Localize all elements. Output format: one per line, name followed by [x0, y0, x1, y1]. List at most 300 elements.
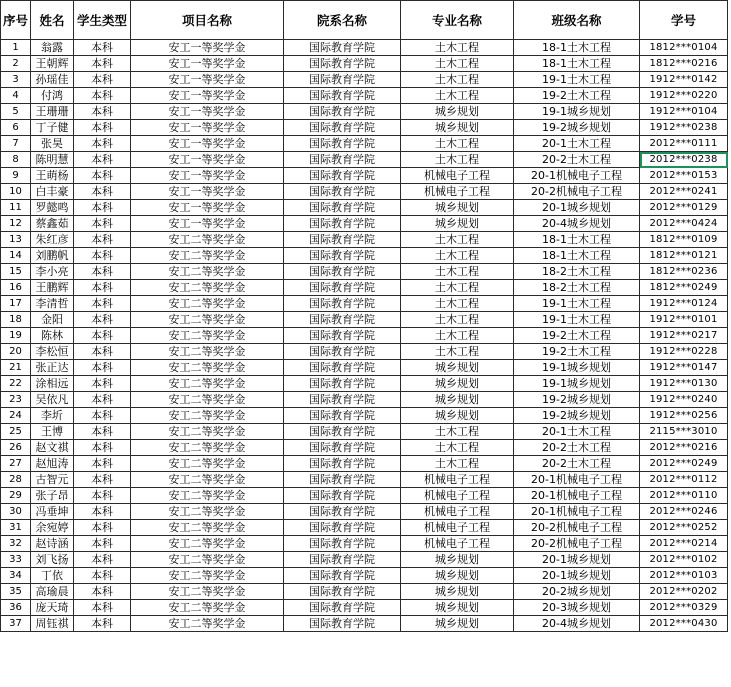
cell-student-id[interactable]: 1912***0147 — [640, 360, 728, 376]
cell-class[interactable]: 20-2土木工程 — [514, 152, 640, 168]
cell-department[interactable]: 国际教育学院 — [284, 472, 401, 488]
cell-student-type[interactable]: 本科 — [74, 56, 131, 72]
cell-student-type[interactable]: 本科 — [74, 120, 131, 136]
cell-student-id[interactable]: 2012***0430 — [640, 616, 728, 632]
cell-project-name[interactable]: 安工一等奖学金 — [131, 88, 284, 104]
cell-project-name[interactable]: 安工二等奖学金 — [131, 248, 284, 264]
cell-name[interactable]: 丁依 — [31, 568, 74, 584]
cell-class[interactable]: 19-2城乡规划 — [514, 392, 640, 408]
cell-index[interactable]: 25 — [1, 424, 31, 440]
cell-class[interactable]: 20-1机械电子工程 — [514, 472, 640, 488]
cell-student-id[interactable]: 1912***0217 — [640, 328, 728, 344]
cell-project-name[interactable]: 安工二等奖学金 — [131, 568, 284, 584]
cell-student-type[interactable]: 本科 — [74, 536, 131, 552]
cell-project-name[interactable]: 安工二等奖学金 — [131, 584, 284, 600]
cell-student-type[interactable]: 本科 — [74, 472, 131, 488]
cell-department[interactable]: 国际教育学院 — [284, 136, 401, 152]
cell-student-type[interactable]: 本科 — [74, 312, 131, 328]
cell-student-type[interactable]: 本科 — [74, 360, 131, 376]
cell-department[interactable]: 国际教育学院 — [284, 280, 401, 296]
cell-major[interactable]: 土木工程 — [401, 264, 514, 280]
cell-name[interactable]: 赵诗涵 — [31, 536, 74, 552]
cell-major[interactable]: 机械电子工程 — [401, 520, 514, 536]
cell-project-name[interactable]: 安工一等奖学金 — [131, 104, 284, 120]
cell-student-id[interactable]: 2012***0216 — [640, 440, 728, 456]
cell-student-type[interactable]: 本科 — [74, 552, 131, 568]
cell-student-type[interactable]: 本科 — [74, 424, 131, 440]
cell-department[interactable]: 国际教育学院 — [284, 216, 401, 232]
cell-student-type[interactable]: 本科 — [74, 264, 131, 280]
cell-name[interactable]: 翁露 — [31, 40, 74, 56]
cell-index[interactable]: 5 — [1, 104, 31, 120]
header-major[interactable]: 专业名称 — [401, 1, 514, 40]
cell-index[interactable]: 4 — [1, 88, 31, 104]
cell-major[interactable]: 土木工程 — [401, 344, 514, 360]
cell-project-name[interactable]: 安工二等奖学金 — [131, 520, 284, 536]
cell-name[interactable]: 蔡鑫茹 — [31, 216, 74, 232]
cell-project-name[interactable]: 安工二等奖学金 — [131, 472, 284, 488]
cell-project-name[interactable]: 安工二等奖学金 — [131, 392, 284, 408]
cell-department[interactable]: 国际教育学院 — [284, 568, 401, 584]
cell-name[interactable]: 付鸿 — [31, 88, 74, 104]
cell-index[interactable]: 13 — [1, 232, 31, 248]
cell-name[interactable]: 古智元 — [31, 472, 74, 488]
cell-project-name[interactable]: 安工二等奖学金 — [131, 536, 284, 552]
cell-student-id[interactable]: 1812***0249 — [640, 280, 728, 296]
cell-major[interactable]: 城乡规划 — [401, 552, 514, 568]
cell-major[interactable]: 城乡规划 — [401, 104, 514, 120]
cell-student-type[interactable]: 本科 — [74, 328, 131, 344]
cell-class[interactable]: 19-1土木工程 — [514, 296, 640, 312]
cell-major[interactable]: 土木工程 — [401, 152, 514, 168]
cell-project-name[interactable]: 安工二等奖学金 — [131, 264, 284, 280]
cell-major[interactable]: 城乡规划 — [401, 200, 514, 216]
cell-class[interactable]: 18-1土木工程 — [514, 40, 640, 56]
cell-index[interactable]: 15 — [1, 264, 31, 280]
cell-department[interactable]: 国际教育学院 — [284, 408, 401, 424]
cell-major[interactable]: 城乡规划 — [401, 216, 514, 232]
cell-student-id[interactable]: 2012***0129 — [640, 200, 728, 216]
cell-major[interactable]: 城乡规划 — [401, 376, 514, 392]
cell-student-id[interactable]: 2012***0246 — [640, 504, 728, 520]
cell-student-type[interactable]: 本科 — [74, 456, 131, 472]
cell-student-type[interactable]: 本科 — [74, 200, 131, 216]
cell-class[interactable]: 20-1机械电子工程 — [514, 488, 640, 504]
cell-index[interactable]: 24 — [1, 408, 31, 424]
cell-project-name[interactable]: 安工二等奖学金 — [131, 280, 284, 296]
cell-class[interactable]: 18-1土木工程 — [514, 232, 640, 248]
cell-name[interactable]: 李小亮 — [31, 264, 74, 280]
cell-student-type[interactable]: 本科 — [74, 104, 131, 120]
cell-index[interactable]: 37 — [1, 616, 31, 632]
cell-name[interactable]: 金阳 — [31, 312, 74, 328]
cell-class[interactable]: 20-1机械电子工程 — [514, 168, 640, 184]
cell-major[interactable]: 城乡规划 — [401, 360, 514, 376]
cell-index[interactable]: 22 — [1, 376, 31, 392]
cell-student-type[interactable]: 本科 — [74, 248, 131, 264]
cell-student-id[interactable]: 2012***0110 — [640, 488, 728, 504]
cell-index[interactable]: 27 — [1, 456, 31, 472]
cell-index[interactable]: 33 — [1, 552, 31, 568]
cell-department[interactable]: 国际教育学院 — [284, 56, 401, 72]
cell-project-name[interactable]: 安工二等奖学金 — [131, 232, 284, 248]
cell-index[interactable]: 1 — [1, 40, 31, 56]
cell-project-name[interactable]: 安工二等奖学金 — [131, 600, 284, 616]
cell-project-name[interactable]: 安工二等奖学金 — [131, 552, 284, 568]
cell-major[interactable]: 土木工程 — [401, 312, 514, 328]
cell-class[interactable]: 18-2土木工程 — [514, 280, 640, 296]
cell-student-type[interactable]: 本科 — [74, 584, 131, 600]
cell-index[interactable]: 7 — [1, 136, 31, 152]
cell-student-id[interactable]: 1912***0220 — [640, 88, 728, 104]
cell-project-name[interactable]: 安工二等奖学金 — [131, 360, 284, 376]
cell-major[interactable]: 土木工程 — [401, 280, 514, 296]
cell-project-name[interactable]: 安工二等奖学金 — [131, 456, 284, 472]
cell-major[interactable]: 土木工程 — [401, 248, 514, 264]
cell-name[interactable]: 陈林 — [31, 328, 74, 344]
cell-project-name[interactable]: 安工一等奖学金 — [131, 40, 284, 56]
cell-project-name[interactable]: 安工二等奖学金 — [131, 312, 284, 328]
cell-index[interactable]: 10 — [1, 184, 31, 200]
header-index[interactable]: 序号 — [1, 1, 31, 40]
cell-major[interactable]: 土木工程 — [401, 56, 514, 72]
cell-major[interactable]: 城乡规划 — [401, 584, 514, 600]
cell-major[interactable]: 机械电子工程 — [401, 168, 514, 184]
cell-major[interactable]: 土木工程 — [401, 136, 514, 152]
cell-name[interactable]: 陈明慧 — [31, 152, 74, 168]
cell-class[interactable]: 20-1城乡规划 — [514, 568, 640, 584]
cell-name[interactable]: 王珊珊 — [31, 104, 74, 120]
cell-major[interactable]: 土木工程 — [401, 72, 514, 88]
header-department[interactable]: 院系名称 — [284, 1, 401, 40]
cell-project-name[interactable]: 安工一等奖学金 — [131, 152, 284, 168]
cell-student-type[interactable]: 本科 — [74, 568, 131, 584]
cell-student-id[interactable]: 1912***0240 — [640, 392, 728, 408]
cell-major[interactable]: 土木工程 — [401, 88, 514, 104]
cell-name[interactable]: 赵文祺 — [31, 440, 74, 456]
cell-index[interactable]: 35 — [1, 584, 31, 600]
cell-department[interactable]: 国际教育学院 — [284, 328, 401, 344]
cell-class[interactable]: 19-2土木工程 — [514, 88, 640, 104]
cell-student-id[interactable]: 1912***0142 — [640, 72, 728, 88]
cell-name[interactable]: 白丰豪 — [31, 184, 74, 200]
cell-student-id[interactable]: 1812***0104 — [640, 40, 728, 56]
cell-student-id[interactable]: 1912***0104 — [640, 104, 728, 120]
cell-student-id[interactable]: 2012***0238 — [640, 152, 728, 168]
cell-name[interactable]: 刘鹏帆 — [31, 248, 74, 264]
cell-class[interactable]: 20-1城乡规划 — [514, 200, 640, 216]
cell-student-type[interactable]: 本科 — [74, 376, 131, 392]
cell-class[interactable]: 19-1城乡规划 — [514, 360, 640, 376]
cell-student-type[interactable]: 本科 — [74, 168, 131, 184]
cell-major[interactable]: 机械电子工程 — [401, 472, 514, 488]
cell-student-type[interactable]: 本科 — [74, 504, 131, 520]
header-student-id[interactable]: 学号 — [640, 1, 728, 40]
cell-student-id[interactable]: 1912***0101 — [640, 312, 728, 328]
cell-project-name[interactable]: 安工一等奖学金 — [131, 184, 284, 200]
cell-department[interactable]: 国际教育学院 — [284, 616, 401, 632]
cell-name[interactable]: 张子昂 — [31, 488, 74, 504]
cell-department[interactable]: 国际教育学院 — [284, 552, 401, 568]
cell-student-id[interactable]: 2012***0249 — [640, 456, 728, 472]
cell-class[interactable]: 20-4城乡规划 — [514, 616, 640, 632]
cell-student-id[interactable]: 1812***0216 — [640, 56, 728, 72]
cell-class[interactable]: 20-2机械电子工程 — [514, 536, 640, 552]
cell-project-name[interactable]: 安工二等奖学金 — [131, 296, 284, 312]
cell-student-type[interactable]: 本科 — [74, 520, 131, 536]
cell-student-type[interactable]: 本科 — [74, 152, 131, 168]
cell-project-name[interactable]: 安工一等奖学金 — [131, 168, 284, 184]
cell-project-name[interactable]: 安工二等奖学金 — [131, 344, 284, 360]
cell-project-name[interactable]: 安工一等奖学金 — [131, 120, 284, 136]
cell-index[interactable]: 2 — [1, 56, 31, 72]
cell-name[interactable]: 李圻 — [31, 408, 74, 424]
cell-major[interactable]: 土木工程 — [401, 424, 514, 440]
cell-name[interactable]: 周钰祺 — [31, 616, 74, 632]
cell-department[interactable]: 国际教育学院 — [284, 584, 401, 600]
cell-index[interactable]: 11 — [1, 200, 31, 216]
cell-major[interactable]: 土木工程 — [401, 232, 514, 248]
cell-student-id[interactable]: 2012***0102 — [640, 552, 728, 568]
cell-student-type[interactable]: 本科 — [74, 616, 131, 632]
cell-student-id[interactable]: 1912***0238 — [640, 120, 728, 136]
cell-class[interactable]: 20-1机械电子工程 — [514, 504, 640, 520]
cell-department[interactable]: 国际教育学院 — [284, 232, 401, 248]
cell-class[interactable]: 20-2机械电子工程 — [514, 184, 640, 200]
cell-student-type[interactable]: 本科 — [74, 488, 131, 504]
cell-major[interactable]: 土木工程 — [401, 456, 514, 472]
cell-project-name[interactable]: 安工一等奖学金 — [131, 200, 284, 216]
cell-project-name[interactable]: 安工一等奖学金 — [131, 136, 284, 152]
cell-index[interactable]: 20 — [1, 344, 31, 360]
cell-class[interactable]: 20-3城乡规划 — [514, 600, 640, 616]
cell-major[interactable]: 土木工程 — [401, 296, 514, 312]
cell-index[interactable]: 21 — [1, 360, 31, 376]
cell-department[interactable]: 国际教育学院 — [284, 152, 401, 168]
cell-student-type[interactable]: 本科 — [74, 72, 131, 88]
cell-class[interactable]: 20-2土木工程 — [514, 456, 640, 472]
cell-major[interactable]: 城乡规划 — [401, 120, 514, 136]
cell-name[interactable]: 刘飞扬 — [31, 552, 74, 568]
cell-major[interactable]: 城乡规划 — [401, 616, 514, 632]
cell-index[interactable]: 23 — [1, 392, 31, 408]
cell-department[interactable]: 国际教育学院 — [284, 456, 401, 472]
cell-class[interactable]: 19-1土木工程 — [514, 312, 640, 328]
cell-student-id[interactable]: 2012***0111 — [640, 136, 728, 152]
cell-student-id[interactable]: 1812***0121 — [640, 248, 728, 264]
cell-student-id[interactable]: 2012***0202 — [640, 584, 728, 600]
cell-department[interactable]: 国际教育学院 — [284, 488, 401, 504]
cell-index[interactable]: 32 — [1, 536, 31, 552]
cell-department[interactable]: 国际教育学院 — [284, 440, 401, 456]
cell-index[interactable]: 36 — [1, 600, 31, 616]
cell-major[interactable]: 土木工程 — [401, 440, 514, 456]
cell-student-type[interactable]: 本科 — [74, 280, 131, 296]
cell-class[interactable]: 18-2土木工程 — [514, 264, 640, 280]
cell-project-name[interactable]: 安工二等奖学金 — [131, 616, 284, 632]
cell-project-name[interactable]: 安工二等奖学金 — [131, 488, 284, 504]
cell-student-id[interactable]: 2012***0153 — [640, 168, 728, 184]
cell-student-type[interactable]: 本科 — [74, 88, 131, 104]
cell-student-type[interactable]: 本科 — [74, 392, 131, 408]
cell-name[interactable]: 李松恒 — [31, 344, 74, 360]
cell-name[interactable]: 朱红彦 — [31, 232, 74, 248]
cell-student-id[interactable]: 2012***0241 — [640, 184, 728, 200]
cell-major[interactable]: 城乡规划 — [401, 408, 514, 424]
cell-index[interactable]: 34 — [1, 568, 31, 584]
cell-name[interactable]: 王博 — [31, 424, 74, 440]
cell-index[interactable]: 12 — [1, 216, 31, 232]
cell-major[interactable]: 城乡规划 — [401, 568, 514, 584]
cell-department[interactable]: 国际教育学院 — [284, 296, 401, 312]
cell-class[interactable]: 19-1城乡规划 — [514, 376, 640, 392]
cell-class[interactable]: 20-2土木工程 — [514, 440, 640, 456]
cell-department[interactable]: 国际教育学院 — [284, 184, 401, 200]
cell-department[interactable]: 国际教育学院 — [284, 72, 401, 88]
cell-class[interactable]: 20-1土木工程 — [514, 136, 640, 152]
cell-department[interactable]: 国际教育学院 — [284, 264, 401, 280]
cell-class[interactable]: 19-1土木工程 — [514, 72, 640, 88]
cell-class[interactable]: 18-1土木工程 — [514, 56, 640, 72]
cell-class[interactable]: 19-2城乡规划 — [514, 408, 640, 424]
header-class[interactable]: 班级名称 — [514, 1, 640, 40]
cell-student-type[interactable]: 本科 — [74, 184, 131, 200]
cell-index[interactable]: 9 — [1, 168, 31, 184]
cell-department[interactable]: 国际教育学院 — [284, 248, 401, 264]
cell-index[interactable]: 19 — [1, 328, 31, 344]
cell-name[interactable]: 高瑜晨 — [31, 584, 74, 600]
cell-major[interactable]: 机械电子工程 — [401, 504, 514, 520]
cell-project-name[interactable]: 安工二等奖学金 — [131, 328, 284, 344]
cell-student-id[interactable]: 2012***0112 — [640, 472, 728, 488]
cell-project-name[interactable]: 安工一等奖学金 — [131, 216, 284, 232]
cell-name[interactable]: 张昊 — [31, 136, 74, 152]
cell-name[interactable]: 王萌杨 — [31, 168, 74, 184]
cell-index[interactable]: 16 — [1, 280, 31, 296]
cell-department[interactable]: 国际教育学院 — [284, 104, 401, 120]
cell-student-type[interactable]: 本科 — [74, 216, 131, 232]
cell-index[interactable]: 18 — [1, 312, 31, 328]
cell-student-id[interactable]: 1912***0256 — [640, 408, 728, 424]
cell-project-name[interactable]: 安工二等奖学金 — [131, 376, 284, 392]
cell-name[interactable]: 丁子健 — [31, 120, 74, 136]
cell-department[interactable]: 国际教育学院 — [284, 392, 401, 408]
cell-major[interactable]: 城乡规划 — [401, 600, 514, 616]
cell-index[interactable]: 3 — [1, 72, 31, 88]
cell-name[interactable]: 罗懿鸣 — [31, 200, 74, 216]
cell-student-id[interactable]: 2012***0103 — [640, 568, 728, 584]
cell-class[interactable]: 20-1土木工程 — [514, 424, 640, 440]
cell-name[interactable]: 庞天琦 — [31, 600, 74, 616]
cell-department[interactable]: 国际教育学院 — [284, 88, 401, 104]
cell-major[interactable]: 机械电子工程 — [401, 488, 514, 504]
cell-student-id[interactable]: 1912***0130 — [640, 376, 728, 392]
cell-student-id[interactable]: 1812***0109 — [640, 232, 728, 248]
cell-student-type[interactable]: 本科 — [74, 600, 131, 616]
cell-name[interactable]: 赵旭涛 — [31, 456, 74, 472]
cell-student-type[interactable]: 本科 — [74, 40, 131, 56]
cell-name[interactable]: 王朝辉 — [31, 56, 74, 72]
cell-name[interactable]: 张正达 — [31, 360, 74, 376]
cell-major[interactable]: 城乡规划 — [401, 392, 514, 408]
cell-student-id[interactable]: 1912***0124 — [640, 296, 728, 312]
cell-project-name[interactable]: 安工一等奖学金 — [131, 72, 284, 88]
cell-class[interactable]: 20-2机械电子工程 — [514, 520, 640, 536]
cell-index[interactable]: 6 — [1, 120, 31, 136]
cell-project-name[interactable]: 安工二等奖学金 — [131, 440, 284, 456]
cell-class[interactable]: 18-1土木工程 — [514, 248, 640, 264]
cell-index[interactable]: 30 — [1, 504, 31, 520]
cell-name[interactable]: 李清哲 — [31, 296, 74, 312]
cell-department[interactable]: 国际教育学院 — [284, 504, 401, 520]
cell-class[interactable]: 20-4城乡规划 — [514, 216, 640, 232]
cell-name[interactable]: 余宛婷 — [31, 520, 74, 536]
cell-class[interactable]: 19-2城乡规划 — [514, 120, 640, 136]
cell-department[interactable]: 国际教育学院 — [284, 168, 401, 184]
cell-major[interactable]: 土木工程 — [401, 328, 514, 344]
cell-index[interactable]: 26 — [1, 440, 31, 456]
cell-index[interactable]: 8 — [1, 152, 31, 168]
cell-department[interactable]: 国际教育学院 — [284, 520, 401, 536]
cell-department[interactable]: 国际教育学院 — [284, 200, 401, 216]
cell-student-type[interactable]: 本科 — [74, 296, 131, 312]
header-name[interactable]: 姓名 — [31, 1, 74, 40]
cell-department[interactable]: 国际教育学院 — [284, 344, 401, 360]
cell-major[interactable]: 机械电子工程 — [401, 184, 514, 200]
cell-class[interactable]: 19-2土木工程 — [514, 344, 640, 360]
cell-class[interactable]: 20-2城乡规划 — [514, 584, 640, 600]
cell-department[interactable]: 国际教育学院 — [284, 536, 401, 552]
cell-student-id[interactable]: 2012***0424 — [640, 216, 728, 232]
cell-department[interactable]: 国际教育学院 — [284, 312, 401, 328]
cell-class[interactable]: 19-1城乡规划 — [514, 104, 640, 120]
cell-student-id[interactable]: 2012***0329 — [640, 600, 728, 616]
cell-major[interactable]: 机械电子工程 — [401, 536, 514, 552]
cell-student-type[interactable]: 本科 — [74, 136, 131, 152]
cell-student-id[interactable]: 2012***0252 — [640, 520, 728, 536]
cell-major[interactable]: 土木工程 — [401, 40, 514, 56]
cell-project-name[interactable]: 安工一等奖学金 — [131, 56, 284, 72]
cell-name[interactable]: 孙瑶佳 — [31, 72, 74, 88]
cell-student-id[interactable]: 1912***0228 — [640, 344, 728, 360]
cell-class[interactable]: 19-2土木工程 — [514, 328, 640, 344]
cell-student-type[interactable]: 本科 — [74, 440, 131, 456]
cell-project-name[interactable]: 安工二等奖学金 — [131, 408, 284, 424]
cell-department[interactable]: 国际教育学院 — [284, 360, 401, 376]
cell-name[interactable]: 吴依凡 — [31, 392, 74, 408]
cell-department[interactable]: 国际教育学院 — [284, 376, 401, 392]
cell-student-type[interactable]: 本科 — [74, 232, 131, 248]
cell-project-name[interactable]: 安工二等奖学金 — [131, 504, 284, 520]
cell-student-type[interactable]: 本科 — [74, 408, 131, 424]
header-student-type[interactable]: 学生类型 — [74, 1, 131, 40]
header-project-name[interactable]: 项目名称 — [131, 1, 284, 40]
cell-name[interactable]: 冯垂坤 — [31, 504, 74, 520]
cell-student-id[interactable]: 2115***3010 — [640, 424, 728, 440]
cell-student-id[interactable]: 2012***0214 — [640, 536, 728, 552]
cell-department[interactable]: 国际教育学院 — [284, 40, 401, 56]
cell-index[interactable]: 31 — [1, 520, 31, 536]
cell-department[interactable]: 国际教育学院 — [284, 424, 401, 440]
cell-department[interactable]: 国际教育学院 — [284, 600, 401, 616]
cell-project-name[interactable]: 安工二等奖学金 — [131, 424, 284, 440]
cell-index[interactable]: 14 — [1, 248, 31, 264]
cell-student-id[interactable]: 1812***0236 — [640, 264, 728, 280]
cell-department[interactable]: 国际教育学院 — [284, 120, 401, 136]
cell-name[interactable]: 涂相远 — [31, 376, 74, 392]
cell-student-type[interactable]: 本科 — [74, 344, 131, 360]
cell-class[interactable]: 20-1城乡规划 — [514, 552, 640, 568]
